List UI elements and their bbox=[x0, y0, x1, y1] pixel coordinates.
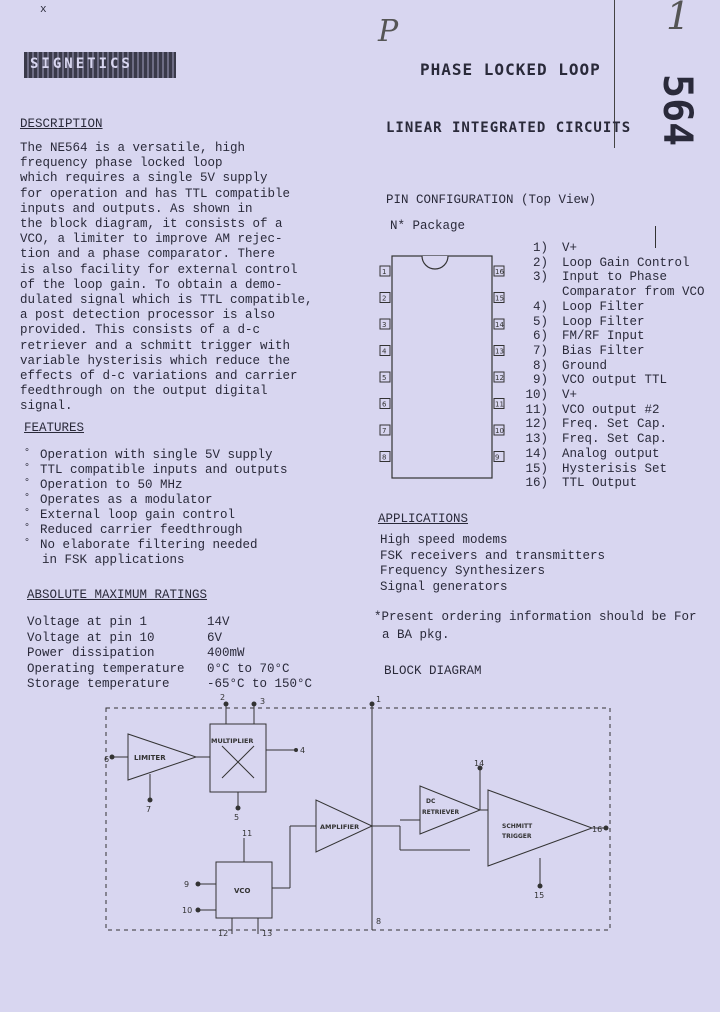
description-line: signal. bbox=[20, 399, 73, 414]
pin-label-1: 1 bbox=[376, 695, 382, 704]
pin-row bbox=[524, 270, 667, 284]
pin-label-15: 15 bbox=[534, 891, 545, 900]
pin-name: Freq. Set Cap. bbox=[562, 432, 668, 447]
description-line: effects of d-c variations and carrier bbox=[20, 369, 298, 383]
pin-label-10: 10 bbox=[182, 906, 193, 915]
corner-mark: x bbox=[40, 4, 47, 16]
node-pin16 bbox=[604, 826, 609, 831]
schmitt-label-2: TRIGGER bbox=[502, 833, 532, 840]
part-number: 564 bbox=[654, 74, 700, 147]
pin-label-14: 14 bbox=[474, 759, 485, 768]
pin-name: VCO output #2 bbox=[562, 402, 660, 417]
description-line: of the loop gain. To obtain a demo- bbox=[20, 277, 283, 292]
rating-row bbox=[27, 615, 230, 629]
package-label: N* Package bbox=[390, 219, 466, 233]
pin-name: FM/RF Input bbox=[562, 329, 645, 344]
pin-number: 14) bbox=[525, 446, 548, 461]
application-item: Frequency Synthesizers bbox=[380, 564, 546, 578]
pin-name: Loop Filter bbox=[562, 299, 645, 314]
dip-pin-right-label: 9 bbox=[495, 453, 500, 462]
feature-item: External loop gain control bbox=[40, 508, 236, 522]
pin-row bbox=[524, 432, 667, 446]
ordering-note-line2: a BA pkg. bbox=[382, 628, 450, 642]
pin-row bbox=[524, 462, 667, 476]
description-line: is also facility for external control bbox=[20, 262, 298, 277]
pin-number: 16) bbox=[525, 476, 548, 491]
multiplier-box bbox=[210, 724, 266, 792]
pin-name: VCO output TTL bbox=[562, 373, 668, 388]
ratings-heading: ABSOLUTE MAXIMUM RATINGS bbox=[27, 588, 208, 602]
rating-value: 0°C to 70°C bbox=[207, 661, 290, 676]
pin-name: V+ bbox=[562, 388, 578, 402]
pin-label-12: 12 bbox=[218, 929, 229, 938]
amplifier-label: AMPLIFIER bbox=[320, 823, 360, 831]
pin-number: 2) bbox=[532, 255, 548, 270]
pin-label-2: 2 bbox=[220, 693, 226, 702]
feature-bullet: ° bbox=[24, 478, 31, 489]
pin-number: 3) bbox=[532, 270, 548, 285]
pin-row bbox=[524, 373, 667, 387]
node-pin2 bbox=[224, 702, 229, 707]
dip-pin-right-label: 10 bbox=[495, 427, 504, 435]
pin-label-6: 6 bbox=[104, 755, 110, 764]
pin-row bbox=[524, 285, 705, 299]
description-line: retriever and a schmitt trigger with bbox=[20, 338, 291, 353]
feature-bullet: ° bbox=[24, 508, 31, 519]
description-line: the block diagram, it consists of a bbox=[20, 217, 283, 231]
application-item: FSK receivers and transmitters bbox=[380, 548, 606, 563]
rating-label: Voltage at pin 10 bbox=[27, 630, 155, 645]
node-pin1 bbox=[370, 702, 375, 707]
pin-number: 13) bbox=[525, 432, 548, 447]
pin-number: 7) bbox=[532, 343, 548, 358]
rating-row bbox=[27, 677, 313, 691]
dip-pin-left-label: 2 bbox=[382, 294, 387, 303]
node-pin15 bbox=[538, 884, 543, 889]
rating-label: Voltage at pin 1 bbox=[27, 615, 148, 629]
dip-pin-right-label: 12 bbox=[495, 374, 504, 382]
retriever-label: RETRIEVER bbox=[422, 809, 460, 816]
pin-row bbox=[524, 300, 645, 314]
feature-bullet: ° bbox=[24, 523, 31, 534]
description-line: inputs and outputs. As shown in bbox=[20, 201, 253, 216]
description-line: feedthrough on the output digital bbox=[20, 384, 268, 399]
feature-bullet: ° bbox=[24, 448, 31, 459]
node-pin3 bbox=[252, 702, 257, 707]
pin-name: Freq. Set Cap. bbox=[562, 417, 668, 432]
section-subtitle: LINEAR INTEGRATED CIRCUITS bbox=[386, 120, 632, 136]
feature-item: Operation with single 5V supply bbox=[40, 448, 273, 462]
node-pin10 bbox=[196, 908, 201, 913]
description-line: which requires a single 5V supply bbox=[20, 171, 268, 186]
rating-row bbox=[27, 646, 245, 660]
pin-number: 6) bbox=[532, 329, 548, 344]
pin-label-4: 4 bbox=[300, 746, 306, 755]
rating-value: 400mW bbox=[207, 646, 245, 660]
dip-pin-left-label: 1 bbox=[382, 268, 387, 276]
pin-label-7: 7 bbox=[146, 805, 152, 814]
dip-pin-left-label: 3 bbox=[382, 321, 387, 329]
pin-row bbox=[524, 329, 645, 343]
application-item: Signal generators bbox=[380, 579, 508, 594]
limiter-label: LIMITER bbox=[134, 754, 166, 762]
feature-item: Reduced carrier feedthrough bbox=[40, 523, 243, 537]
pin-number: 4) bbox=[532, 299, 548, 314]
pin-row bbox=[524, 476, 637, 490]
pin-name: V+ bbox=[562, 241, 578, 255]
description-line: The NE564 is a versatile, high bbox=[20, 141, 246, 155]
page-title: PHASE LOCKED LOOP bbox=[420, 60, 601, 79]
vco-label: VCO bbox=[234, 887, 251, 895]
feature-item: No elaborate filtering needed bbox=[40, 538, 258, 552]
pencil-mark bbox=[655, 226, 656, 248]
schmitt-label-1: SCHMITT bbox=[502, 823, 533, 830]
pin-row bbox=[524, 344, 645, 358]
rating-row bbox=[27, 661, 290, 676]
dip-package bbox=[372, 252, 512, 482]
feature-item: Operates as a modulator bbox=[40, 493, 213, 507]
pin-name: TTL Output bbox=[562, 476, 638, 491]
node-pin3-out bbox=[294, 748, 298, 752]
description-line: tion and a phase comparator. There bbox=[20, 247, 276, 262]
pin-row bbox=[524, 359, 607, 373]
handwritten-p: P bbox=[378, 14, 399, 49]
logo-text: SIGNETICS bbox=[30, 56, 133, 72]
rating-label: Power dissipation bbox=[27, 646, 155, 660]
description-line: frequency phase locked loop bbox=[20, 156, 223, 171]
pin-label-11: 11 bbox=[242, 829, 253, 838]
rating-value: 6V bbox=[207, 630, 223, 645]
description-line: variable hysterisis which reduce the bbox=[20, 353, 291, 368]
feature-bullet: ° bbox=[24, 463, 31, 474]
pin-row bbox=[524, 315, 645, 329]
pin-name: Ground bbox=[562, 358, 608, 373]
description-line: dulated signal which is TTL compatible, bbox=[20, 293, 313, 307]
dip-pin-right-label: 11 bbox=[495, 400, 504, 409]
dip-pin-right-label: 14 bbox=[495, 321, 504, 329]
block-diagram-heading: BLOCK DIAGRAM bbox=[384, 664, 482, 678]
pin-label-13: 13 bbox=[262, 929, 273, 938]
pin-label-16: 16 bbox=[592, 825, 603, 834]
dip-pin-right-label: 13 bbox=[495, 347, 504, 356]
node-pin5 bbox=[236, 806, 241, 811]
pin-name: Hysterisis Set bbox=[562, 461, 668, 476]
dip-pin-left-label: 8 bbox=[382, 453, 387, 462]
multiplier-label: MULTIPLIER bbox=[211, 737, 254, 745]
node-pin7 bbox=[148, 798, 153, 803]
dip-pin-right-label: 16 bbox=[495, 268, 504, 276]
pin-name: Bias Filter bbox=[562, 343, 645, 358]
pin-label-3: 3 bbox=[260, 697, 266, 706]
dip-pin-right-label: 15 bbox=[495, 294, 504, 303]
pin-row bbox=[524, 447, 660, 461]
applications-heading: APPLICATIONS bbox=[378, 512, 469, 526]
pin-row bbox=[524, 256, 690, 270]
pin-config-heading: PIN CONFIGURATION (Top View) bbox=[386, 193, 597, 207]
description-heading: DESCRIPTION bbox=[20, 117, 103, 131]
pin-number: 11) bbox=[525, 402, 548, 417]
dip-notch bbox=[422, 256, 448, 269]
pin-number: 12) bbox=[525, 417, 548, 432]
pin-name: Loop Filter bbox=[562, 314, 645, 329]
application-item: High speed modems bbox=[380, 533, 508, 547]
pin-name: Loop Gain Control bbox=[562, 255, 690, 270]
pin-number: 5) bbox=[532, 314, 548, 329]
block-diagram bbox=[0, 690, 720, 950]
pin-row bbox=[524, 417, 667, 431]
rating-label: Storage temperature bbox=[27, 677, 170, 691]
description-line: provided. This consists of a d-c bbox=[20, 323, 261, 338]
node-pin6 bbox=[110, 755, 115, 760]
description-line: a post detection processor is also bbox=[20, 308, 276, 323]
rating-row bbox=[27, 630, 223, 645]
retriever-dc-label: DC bbox=[426, 798, 436, 805]
dip-pin-left-label: 4 bbox=[382, 347, 387, 356]
pin-row bbox=[524, 241, 577, 255]
dip-body bbox=[392, 256, 492, 478]
feature-item: TTL compatible inputs and outputs bbox=[40, 463, 288, 477]
feature-item: in FSK applications bbox=[42, 553, 185, 567]
pin-row bbox=[524, 388, 577, 402]
features-heading: FEATURES bbox=[24, 421, 85, 435]
feature-bullet: ° bbox=[24, 493, 31, 504]
node-pin9 bbox=[196, 882, 201, 887]
dip-pin-left-label: 7 bbox=[382, 427, 387, 435]
pin-number: 15) bbox=[525, 461, 548, 476]
pin-label-8: 8 bbox=[376, 917, 382, 926]
rating-label: Operating temperature bbox=[27, 661, 185, 676]
pin-number: 9) bbox=[532, 373, 548, 388]
feature-item: Operation to 50 MHz bbox=[40, 478, 183, 492]
pin-name: Comparator from VCO bbox=[562, 285, 705, 300]
feature-bullet: ° bbox=[24, 538, 31, 549]
pin-number: 8) bbox=[532, 358, 548, 373]
handwritten-1: 1 bbox=[666, 0, 691, 38]
pin-number: 10) bbox=[525, 388, 548, 402]
pin-label-9: 9 bbox=[184, 880, 190, 889]
signetics-logo bbox=[24, 52, 176, 78]
description-line: for operation and has TTL compatible bbox=[20, 186, 291, 201]
rating-value: -65°C to 150°C bbox=[207, 677, 313, 691]
dip-pin-left-label: 5 bbox=[382, 374, 387, 382]
pin-label-5: 5 bbox=[234, 813, 240, 822]
description-line: VCO, a limiter to improve AM rejec- bbox=[20, 232, 283, 247]
rating-value: 14V bbox=[207, 615, 230, 629]
ordering-note-line1: *Present ordering information should be For bbox=[374, 610, 697, 624]
pin-name: Analog output bbox=[562, 446, 660, 461]
dip-pin-left-label: 6 bbox=[382, 400, 387, 409]
pin-name: Input to Phase bbox=[562, 270, 668, 285]
pin-row bbox=[524, 403, 660, 417]
pin-number: 1) bbox=[532, 241, 548, 255]
